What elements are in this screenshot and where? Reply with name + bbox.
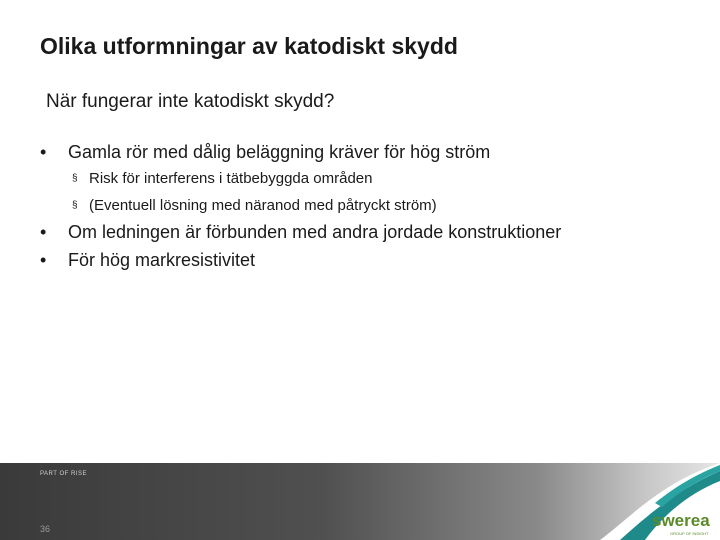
sub-bullet-marker: §: [72, 200, 78, 211]
sub-bullet-marker: §: [72, 173, 78, 184]
bullet-text: Gamla rör med dålig beläggning kräver för hög ström: [68, 142, 491, 162]
bullet-item: [40, 222, 561, 243]
bullet-marker: •: [40, 222, 47, 242]
footer-label: PART OF RISE: [40, 471, 88, 477]
sub-bullet-text: Risk för interferens i tätbebyggda områden: [89, 170, 373, 187]
page-number: 36: [40, 524, 51, 534]
slide-subtitle: När fungerar inte katodiskt skydd?: [46, 91, 335, 112]
slide-title: Olika utformningar av katodiskt skydd: [40, 33, 458, 59]
bullet-text: För hög markresistivitet: [68, 250, 256, 270]
sub-bullet-item: [72, 170, 372, 187]
bullet-marker: •: [40, 142, 47, 162]
sub-bullet-text: (Eventuell lösning med näranod med påtryckt ström): [89, 197, 437, 214]
logo-wordmark: swerea: [652, 511, 710, 530]
bullet-text: Om ledningen är förbunden med andra jordade konstruktioner: [68, 222, 562, 242]
sub-bullet-item: [72, 197, 437, 214]
bullet-marker: •: [40, 250, 47, 270]
logo-subtext: GROUP OF INSIGHT: [670, 531, 709, 536]
bullet-item: [40, 250, 255, 271]
bullet-item: [40, 142, 490, 163]
